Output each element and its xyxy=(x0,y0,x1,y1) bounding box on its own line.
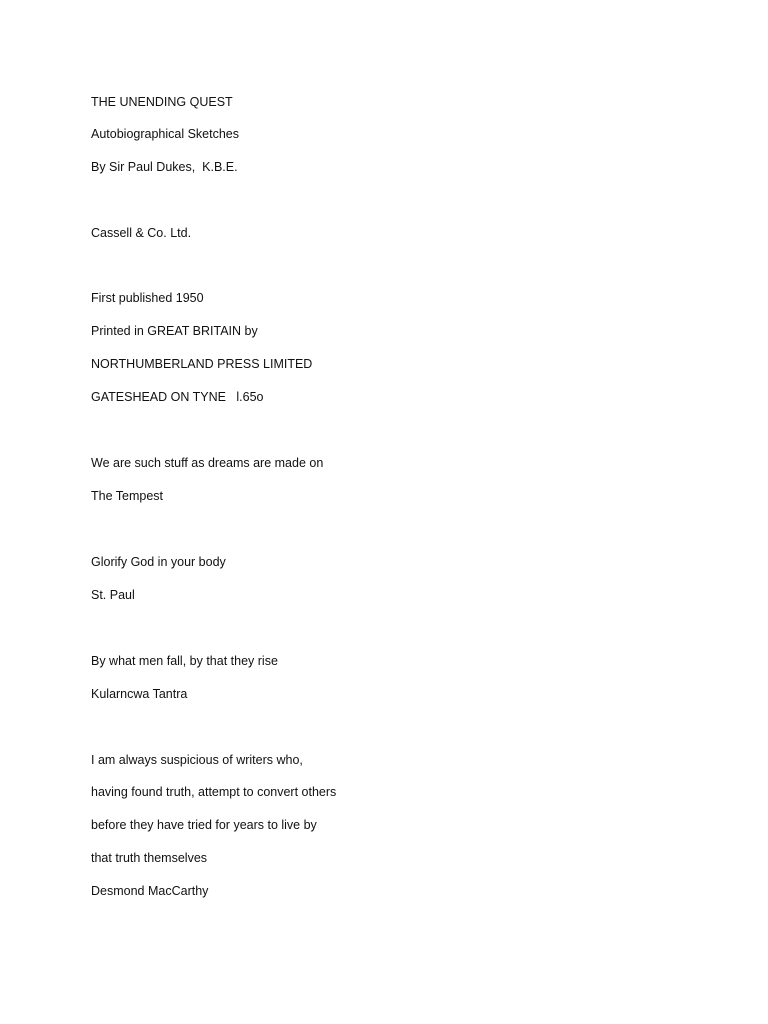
book-author: By Sir Paul Dukes, K.B.E. xyxy=(91,160,238,174)
epigraph-quote: We are such stuff as dreams are made on xyxy=(91,456,324,470)
epigraph-quote: By what men fall, by that they rise xyxy=(91,654,278,668)
epigraph-source: The Tempest xyxy=(91,489,164,503)
book-subtitle: Autobiographical Sketches xyxy=(91,127,240,141)
epigraph-source: Kularncwa Tantra xyxy=(91,687,188,701)
epigraph-quote: I am always suspicious of writers who, xyxy=(91,753,303,767)
publisher-name: Cassell & Co. Ltd. xyxy=(91,226,192,240)
epigraph-source: Desmond MacCarthy xyxy=(91,884,209,898)
printer-name: NORTHUMBERLAND PRESS LIMITED xyxy=(91,357,313,371)
epigraph-quote: Glorify God in your body xyxy=(91,555,226,569)
epigraph-source: St. Paul xyxy=(91,588,135,602)
first-published-line: First published 1950 xyxy=(91,291,204,305)
book-title: THE UNENDING QUEST xyxy=(91,95,233,109)
printer-location: GATESHEAD ON TYNE l.65o xyxy=(91,390,264,404)
epigraph-quote: having found truth, attempt to convert others xyxy=(91,785,337,799)
epigraph-quote: that truth themselves xyxy=(91,851,208,865)
epigraph-quote: before they have tried for years to live by xyxy=(91,818,317,832)
printed-in-line: Printed in GREAT BRITAIN by xyxy=(91,324,258,338)
